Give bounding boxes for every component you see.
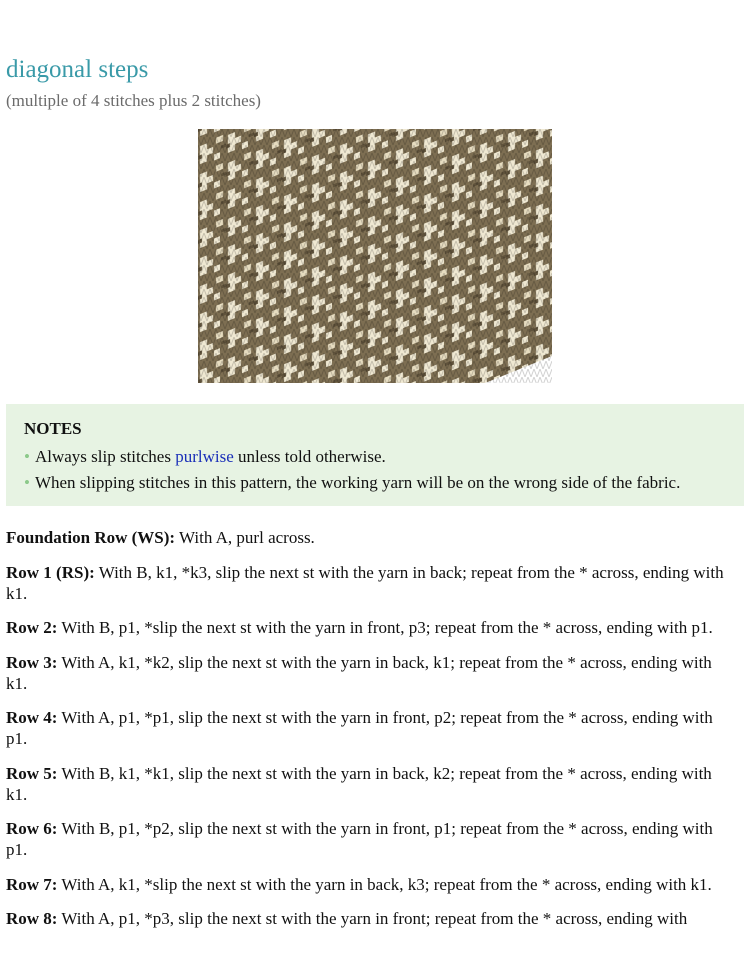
- pattern-row: [6, 652, 736, 694]
- row-instructions: With A, purl across.: [175, 528, 315, 547]
- stitch-multiple: (multiple of 4 stitches plus 2 stitches): [6, 91, 261, 110]
- pattern-row: [6, 908, 736, 929]
- pattern-rows: [6, 527, 736, 943]
- note-item: [24, 470, 744, 496]
- row-instructions: With B, p1, *p2, slip the next st with the yarn in front, p1; repeat from the * across, ending with p1.: [6, 819, 713, 859]
- pattern-title: diagonal steps: [6, 56, 149, 83]
- knit-swatch-photo: [198, 129, 552, 383]
- note-text: unless told otherwise.: [233, 447, 386, 466]
- row-label: Row 3:: [6, 652, 58, 672]
- row-instructions: With B, k1, *k1, slip the next st with the yarn in back, k2; repeat from the * across, ending with k1.: [6, 763, 712, 804]
- row-label: Row 4:: [6, 708, 58, 727]
- row-label: Row 1 (RS):: [6, 562, 95, 582]
- row-instructions: With A, k1, *slip the next st with the yarn in back, k3; repeat from the * across, ending with k1.: [57, 874, 712, 894]
- purlwise-link[interactable]: purlwise: [175, 447, 234, 466]
- row-instructions: With A, p1, *p1, slip the next st with the yarn in front, p2; repeat from the * across, ending with p1.: [6, 708, 713, 748]
- pattern-row: [6, 617, 736, 638]
- row-instructions: With B, k1, *k3, slip the next st with the yarn in back; repeat from the * across, ending with k1.: [6, 562, 724, 603]
- pattern-row: [6, 527, 736, 548]
- row-label: Row 5:: [6, 763, 58, 783]
- notes-heading: NOTES: [24, 419, 82, 438]
- pattern-row: [6, 707, 736, 749]
- note-text: When slipping stitches in this pattern, the working yarn will be on the wrong side of the fabric.: [34, 473, 681, 492]
- bullet-icon: •: [24, 447, 30, 466]
- row-label: Row 8:: [6, 909, 58, 928]
- row-label: Foundation Row (WS):: [6, 528, 176, 547]
- note-item: [24, 444, 744, 470]
- row-label: Row 7:: [6, 874, 58, 894]
- row-label: Row 2:: [6, 618, 58, 637]
- pattern-row: [6, 874, 736, 895]
- pattern-row: [6, 562, 736, 604]
- pattern-row: [6, 818, 736, 860]
- row-instructions: With A, p1, *p3, slip the next st with the yarn in front; repeat from the * across, ending with: [57, 909, 688, 928]
- notes-box: [6, 404, 744, 506]
- row-label: Row 6:: [6, 819, 58, 838]
- pattern-row: [6, 763, 736, 805]
- bullet-icon: •: [24, 473, 30, 492]
- note-text: Always slip stitches: [34, 447, 176, 466]
- row-instructions: With A, k1, *k2, slip the next st with the yarn in back, k1; repeat from the * across, ending with k1.: [6, 652, 712, 693]
- row-instructions: With B, p1, *slip the next st with the yarn in front, p3; repeat from the * across, ending with p1.: [57, 618, 713, 637]
